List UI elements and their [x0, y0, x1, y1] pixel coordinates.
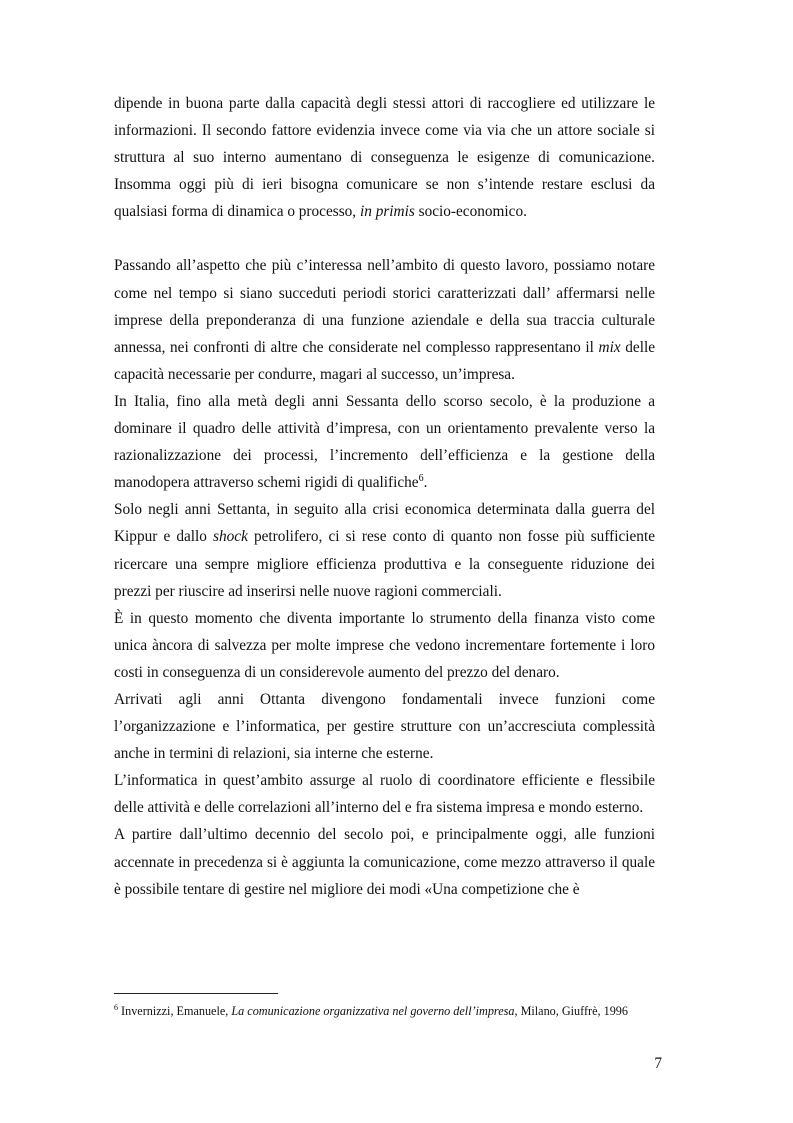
paragraph — [114, 605, 655, 686]
text-run: Invernizzi, Emanuele, — [118, 1004, 232, 1018]
text-run: socio-economico. — [414, 203, 527, 221]
text-run: Solo negli anni Settanta, in seguito alla crisi economica determinata dalla guerra del Kippur e dallo — [114, 501, 655, 546]
italic-text: mix — [598, 338, 621, 356]
page-number: 7 — [654, 1055, 662, 1072]
text-run: petrolifero, ci si rese conto di quanto non fosse più sufficiente ricercare una sempre migliore efficienza produttiva e la conseguente riduzione dei prezzi per riuscire ad inserirsi nelle nuove ragioni commerciali. — [114, 528, 655, 600]
text-run: Passando all’aspetto che più c’interessa nell’ambito di questo lavoro, possiamo notare come nel tempo si siano succeduti periodi storici caratterizzati dall’ affermarsi nelle imprese della preponderanza di una funzione aziendale e della sua traccia culturale annessa, nei confronti di altre che considerate nel complesso rappresentano il — [114, 257, 655, 356]
text-run: , Milano, Giuffrè, 1996 — [514, 1004, 628, 1018]
footnote-reference: 6 — [418, 473, 424, 485]
text-run: L’informatica in quest’ambito assurge al ruolo di coordinatore efficiente e flessibile delle attività e delle correlazioni all’interno del e fra sistema impresa e mondo esterno. — [114, 772, 655, 817]
paragraph — [114, 496, 655, 604]
footnote-text — [118, 1004, 628, 1018]
footnote-separator — [114, 993, 278, 994]
text-run: È in questo momento che diventa importante lo strumento della finanza visto come unica àncora di salvezza per molte imprese che vedono incrementare fortemente i loro costi in conseguenza di un considerevole aumento del prezzo del denaro. — [114, 609, 655, 681]
italic-text: La comunicazione organizzativa nel governo dell’impresa — [231, 1004, 515, 1018]
paragraph — [114, 388, 655, 496]
footnote-marker: 6 — [114, 1003, 118, 1012]
paragraph — [114, 821, 655, 902]
paragraph — [114, 252, 655, 387]
text-run: Arrivati agli anni Ottanta divengono fondamentali invece funzioni come l’organizzazione e l’informatica, per gestire strutture con un’accresciuta complessità anche in termini di relazioni, sia interne che esterne. — [114, 690, 655, 763]
text-run: dipende in buona parte dalla capacità degli stessi attori di raccogliere ed utilizzare le informazioni. Il secondo fattore evidenzia invece come via via che un attore sociale si struttura al suo interno aumentano di conseguenza le esigenze di comunicazione. Insomma oggi più di ieri bisogna comunicare se non s’intende restare esclusi da qualsiasi forma di dinamica o processo, — [114, 95, 655, 221]
footnote — [114, 1000, 660, 1023]
paragraph — [114, 767, 655, 821]
italic-text: shock — [213, 528, 248, 546]
text-run: . — [423, 474, 428, 492]
text-run: A partire dall’ultimo decennio del secolo poi, e principalmente oggi, alle funzioni accennate in precedenza si è aggiunta la comunicazione, come mezzo attraverso il quale è possibile tentare di gestire nel migliore dei modi «Una competizione che è — [114, 826, 655, 898]
paragraph — [114, 90, 655, 225]
paragraph — [114, 686, 655, 767]
italic-text: in primis — [359, 203, 415, 221]
body-text — [114, 90, 655, 903]
text-run: In Italia, fino alla metà degli anni Sessanta dello scorso secolo, è la produzione a dominare il quadro delle attività d’impresa, con un orientamento prevalente verso la razionalizzazione dei processi, l’incremento dell’efficienza e la gestione della manodopera attraverso schemi rigidi di qualifiche — [114, 392, 655, 492]
text-run: delle capacità necessarie per condurre, magari al successo, un’impresa. — [114, 338, 655, 383]
